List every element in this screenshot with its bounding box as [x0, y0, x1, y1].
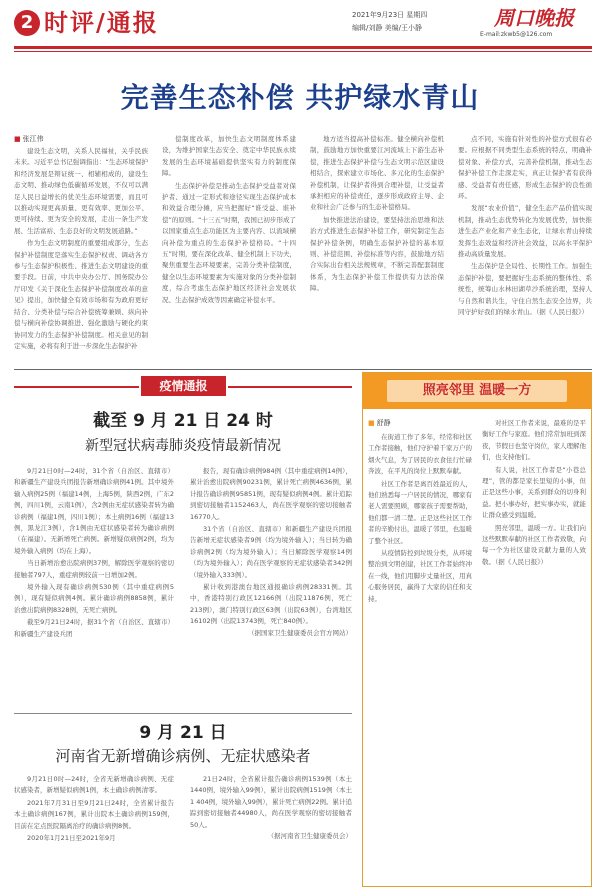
paragraph: 21日24时，全省累计报告确诊病例1539例（本土1440例，境外输入99例），累计出院病例1519例（本土1 404例，境外输入99例），累计死亡病例22例。累计追踪到密切接触者44980人，尚在医学观察的密切接触者50人。 [190, 775, 352, 829]
newspaper-logo: 周口晚报 [494, 6, 574, 30]
paragraph: 当日新增治愈出院病例37例，解除医学观察的密切接触者797人，重症病例较前一日增加2例。 [14, 559, 174, 579]
feature-byline: ■ 舒静 [368, 418, 391, 428]
source-note: （据国家卫生健康委员会官方网站） [248, 628, 352, 637]
feature-banner [363, 373, 591, 409]
masthead [0, 0, 600, 70]
editorial-byline: ■ 张江伟 [14, 134, 94, 144]
editorial-column-1 [14, 146, 148, 364]
editorial-column-3 [310, 134, 444, 364]
banner-label: 疫情通报 [141, 376, 226, 396]
section-title: 时评/通报 [44, 8, 159, 37]
feature-column-2 [482, 418, 586, 880]
paragraph: 偿制度改革，加快生态文明制度体系建设，为维护国家生态安全、奠定中华民族永续发展的生态环境基础提供坚实有力的制度保障。 [162, 135, 296, 178]
feature-banner-plate [387, 380, 567, 402]
paragraph: 在街道工作了多年，经常和社区工作者接触，他们守护着千家万户的烟火气息，为了居民的衣食住行忙碌奔波，在平凡的岗位上默默奉献。 [368, 433, 472, 476]
header-rule [14, 46, 592, 49]
banner-line-left [14, 386, 139, 388]
epidemic-column-1 [14, 466, 174, 704]
feature-title: 照亮邻里 温暖一方 [422, 383, 532, 398]
feature-column-1 [368, 432, 472, 880]
paragraph: 社区工作者是离百姓最近的人，他们熟悉每一户居民的情况，哪家有老人需要照顾，哪家孩子需要帮助，他们都一清二楚。正是这些社区工作者的辛勤付出，温暖了邻里，也温暖了整个社区。 [368, 479, 472, 545]
paragraph: 31个省（自治区、直辖市）和新疆生产建设兵团报告新增无症状感染者9例（均为境外输入）；当日转为确诊病例2例（均为境外输入）；当日解除医学观察14例（均为境外输入）；尚在医学观察的无症状感染者342例（境外输入333例）。 [190, 525, 352, 579]
paragraph: 作为生态文明制度的重要组成部分，生态保护补偿制度是落实生态保护权责、调动各方参与生态保护积极性、推进生态文明建设的重要手段。日前，中共中央办公厅、国务院办公厅印发《关于深化生态保护补偿制度改革的意见》提出，加快健全有效市场和有为政府更好结合、分类补偿与综合补偿统筹兼顾、纵向补偿与横向补偿协调推进、强化激励与硬化约束协同发力的生态保护补偿制度。相关意见的制定实施，必将有利于进一步深化生态保护补 [14, 239, 148, 350]
paragraph: 对社区工作者来说，最难的是平衡好工作与家庭。他们常常加班到深夜，节假日也坚守岗位，家人理解他们，也支持他们。 [482, 419, 586, 462]
main-headline: 完善生态补偿 共护绿水青山 [120, 81, 480, 114]
paragraph: 有人说，社区工作者是“小巷总理”，管的都是家长里短的小事，但正是这些小事，关系到群众的切身利益。把小事办好，把实事办实，就能让群众感受到温暖。 [482, 465, 586, 520]
paragraph: 生态保护补偿是推动生态保护受益者对保护者、通过一定形式和途径实现生态保护成本和效益合理分摊，应当把握好“谁受益、谁补偿”的原则。“十三五”时期，我国已初步形成了以国家重点生态功能区为主要内容、以流域横向补偿为重点的生态保护补偿格局。“十四五”时期，要在深化改革、健全机制上下功夫，聚焦重要生态环境要素，完善分类补偿制度，健全以生态环境要素为实施对象的分类补偿制度，综合考虑生态保护地区经济社会发展状况、生态保护成效等因素确定补偿水平。 [162, 181, 296, 304]
epidemic-column-2 [190, 466, 352, 704]
epidemic-banner [14, 376, 352, 396]
paragraph: 9月21日0时—24时，全省无新增确诊病例、无症状感染者，新增疑似病例1例，本土确诊病例清零。 [14, 775, 174, 795]
paragraph: 从疫情防控到垃圾分类，从环境整治到文明创建，社区工作者始终冲在一线，他们用脚步丈量社区，用真心服务居民，赢得了大家的信任和支持。 [368, 549, 472, 603]
editorial-column-2 [162, 134, 296, 364]
paragraph: 报告，现有确诊病例984例（其中重症病例14例），累计治愈出院病例90231例，累计死亡病例4636例，累计报告确诊病例95851例，现有疑似病例4例。累计追踪到密切接触者1152463人，尚在医学观察的密切接触者16770人。 [190, 467, 352, 521]
paragraph: 地方适当提高补偿标准。健全横向补偿机制，鼓励地方加快重要江河流域上下游生态补偿，推进生态保护补偿与生态文明示范区建设相结合，探索建立市场化、多元化的生态保护补偿机制，让保护者得到合理补偿，让受益者承担相应的补偿责任，逐步形成政府主导、企业和社会广泛参与的生态补偿格局。 [310, 135, 444, 212]
section-divider [14, 369, 592, 370]
paragraph: 9月21日0时—24时，31个省（自治区、直辖市）和新疆生产建设兵团报告新增确诊病例41例。其中境外输入病例25例（福建14例，上海5例，陕西2例，广东2例，四川1例，云南1例），含2例由无症状感染者转为确诊病例（福建1例，四川1例）；本土病例16例（福建13例，黑龙江3例），含1例由无症状感染者转为确诊病例（在福建）。无新增死亡病例。新增疑似病例2例，均为境外输入病例（均在上海）。 [14, 467, 174, 555]
contact-email: E-mail:zkwb5@126.com [480, 31, 553, 38]
paragraph: 境外输入现有确诊病例530例（其中重症病例5例），现有疑似病例4例。累计确诊病例8858例，累计治愈出院病例8328例，无死亡病例。 [14, 583, 174, 614]
paragraph: 生态保护是全局性、长期性工作。加强生态保护补偿，要把握好生态系统的整体性、系统性，统筹山水林田湖草沙系统治理，坚持人与自然和谐共生，守住自然生态安全边界，共同守护好我们的绿水青山。（据《人民日报》） [458, 262, 592, 317]
issue-date: 2021年9月23日 星期四 [352, 11, 428, 19]
subsection-divider [14, 713, 352, 714]
header-rule-thin [14, 51, 592, 52]
paragraph: 2020年1月21日至2021年9月 [27, 834, 116, 843]
henan-column-2 [190, 774, 352, 884]
paragraph: 加快推进法治建设，要坚持法治思维和法治方式推进生态保护补偿工作，研究制定生态保护补偿条例，明确生态保护补偿的基本原则、补偿范围、补偿标准等内容，鼓励地方结合实际出台相关法规规章，不断完善配套制度体系，为生态保护补偿工作提供有力法治保障。 [310, 215, 444, 293]
epidemic-headline: 新型冠状病毒肺炎疫情最新情况 [85, 438, 281, 454]
epidemic-headline-kicker: 截至 9 月 21 日 24 时 [93, 411, 273, 431]
paragraph: 点不同，实施有针对性的补偿方式很有必要。应根据不同类型生态系统的特点，明确补偿对象、补偿方式，完善补偿机制，推动生态保护补偿工作走深走实，真正让保护者有获得感、受益者有责任感，形成生态保护的良性循环。 [458, 135, 592, 201]
henan-headline-kicker: 9 月 21 日 [139, 723, 227, 743]
paragraph: 照亮邻里，温暖一方。让我们向这些默默奉献的社区工作者致敬，向每一个为社区建设贡献力量的人致敬。（据《人民日报》） [482, 523, 586, 566]
paragraph: 累计收到港澳台地区通报确诊病例28331例。其中，香港特别行政区12166例（出院11876例，死亡213例），澳门特别行政区63例（出院63例），台湾地区16102例（出院13743例，死亡840例）。 [190, 583, 352, 626]
paragraph: 发展“农业价值”，健全生态产品价值实现机制，推动生态优势转化为发展优势，加快推进生态产业化和产业生态化，让绿水青山持续发挥生态效益和经济社会效益，以高水平保护推动高质量发展。 [458, 204, 592, 259]
paragraph: 2021年7月31日至9月21日24时，全省累计报告本土确诊病例167例，累计出院本土确诊病例159例，目前在定点医院隔离治疗的确诊病例8例。 [14, 798, 174, 830]
paragraph: 截至9月21日24时，据31个省（自治区、直辖市）和新疆生产建设兵团 [14, 618, 174, 638]
editor-credits: 编辑/刘静 美编/王小静 [352, 24, 422, 32]
page-number: 2 [14, 10, 40, 36]
paragraph: 建设生态文明，关系人民福祉，关乎民族未来。习近平总书记强调指出：“生态环境保护和经济发展是辩证统一、相辅相成的，建设生态文明、推动绿色低碳循环发展，不仅可以满足人民日益增长的优美生态环境需要，而且可以推动实现更高质量、更有效率、更加公平、更可持续、更为安全的发展，走出一条生产发展、生活富裕、生态良好的文明发展道路。” [14, 147, 148, 235]
banner-line-right [228, 386, 352, 388]
editorial-column-4 [458, 134, 592, 364]
henan-column-1 [14, 774, 174, 884]
henan-headline: 河南省无新增确诊病例、无症状感染者 [55, 747, 311, 765]
source-note: （据河南省卫生健康委员会） [267, 832, 352, 841]
